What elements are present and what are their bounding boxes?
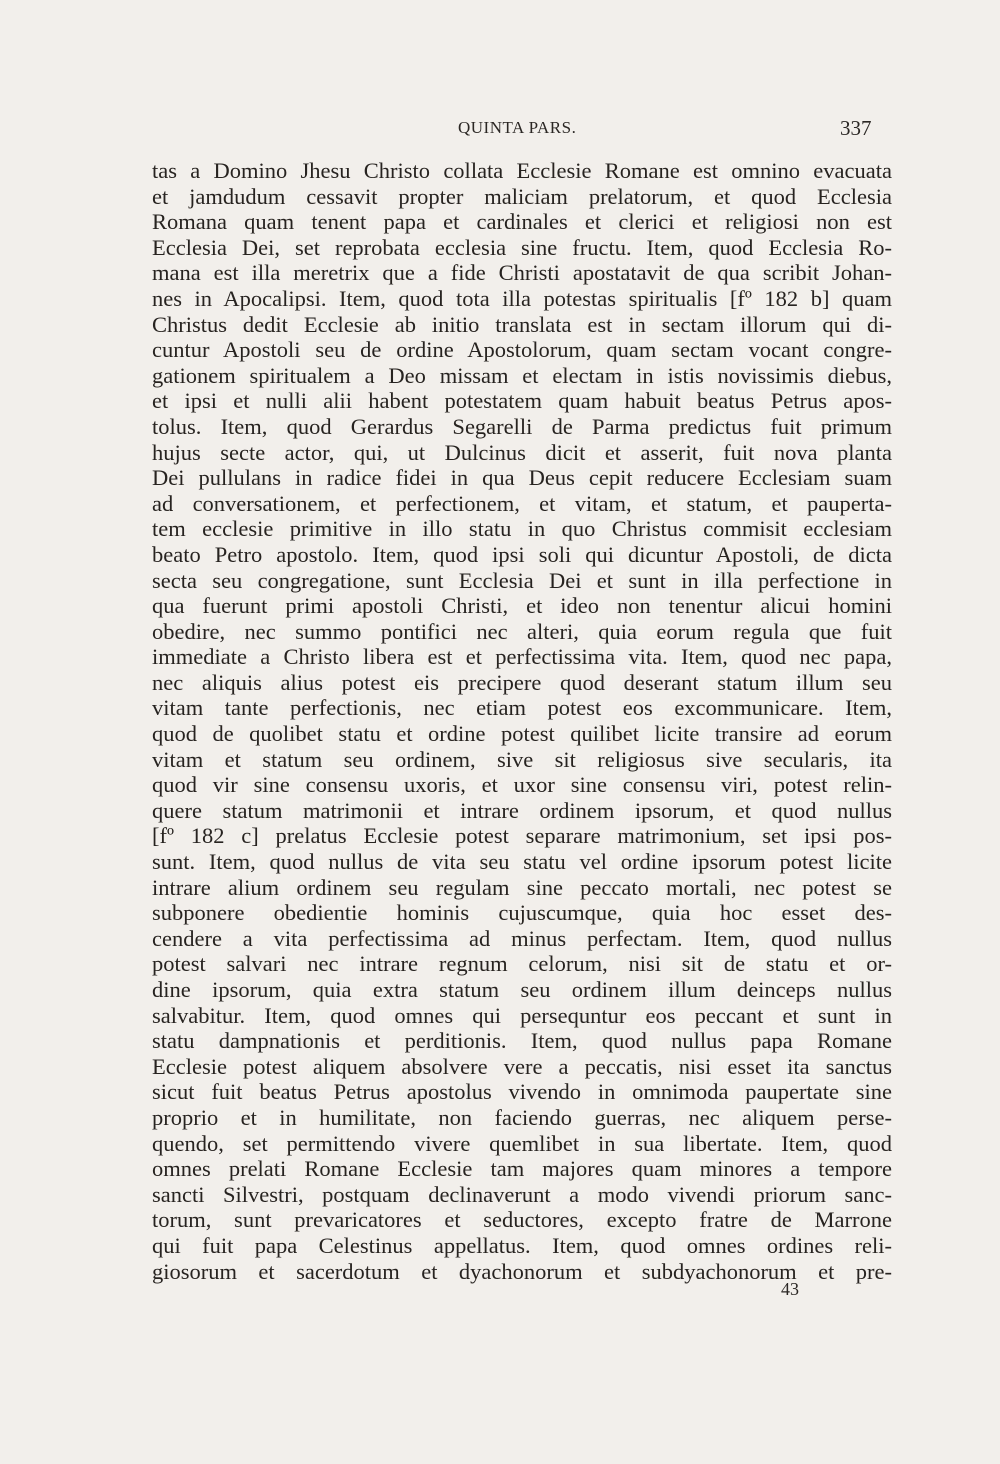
text-line: Dei pullulans in radice fidei in qua Deus cepit reducere Ecclesiam suam	[152, 465, 892, 491]
text-line: quendo, set permittendo vivere quemlibet in sua libertate. Item, quod	[152, 1130, 892, 1156]
text-line: qua fuerunt primi apostoli Christi, et ideo non tenentur alicui homini	[152, 593, 892, 619]
text-line: vitam tante perfectionis, nec etiam potest eos excommunicare. Item,	[152, 695, 892, 721]
text-line: tas a Domino Jhesu Christo collata Ecclesie Romane est omnino evacuata	[152, 158, 892, 183]
text-line: hujus secte actor, qui, ut Dulcinus dicit et asserit, fuit nova planta	[152, 439, 892, 465]
page-number: 337	[840, 116, 872, 140]
text-line: Christus dedit Ecclesie ab initio translata est in sectam illorum qui di-	[152, 311, 892, 337]
text-line: ad conversationem, et perfectionem, et vitam, et statum, et pauperta-	[152, 490, 892, 516]
text-line: Ecclesie potest aliquem absolvere vere a peccatis, nisi esset ita sanctus	[152, 1053, 892, 1079]
text-line: nec aliquis alius potest eis precipere quod deserant statum illum seu	[152, 669, 892, 695]
text-line: obedire, nec summo pontifici nec alteri, quia eorum regula que fuit	[152, 618, 892, 644]
text-line: statu dampnationis et perditionis. Item, quod nullus papa Romane	[152, 1028, 892, 1054]
text-line: tolus. Item, quod Gerardus Segarelli de Parma predictus fuit primum	[152, 413, 892, 439]
text-line: Romana quam tenent papa et cardinales et clerici et religiosi non est	[152, 209, 892, 235]
body-text	[152, 158, 892, 1284]
text-line: mana est illa meretrix que a fide Christi apostatavit de qua scribit Johan-	[152, 260, 892, 286]
text-line: proprio et in humilitate, non faciendo guerras, nec aliquem perse-	[152, 1104, 892, 1130]
signature-mark: 43	[781, 1279, 799, 1299]
text-line: sicut fuit beatus Petrus apostolus vivendo in omnimoda paupertate sine	[152, 1079, 892, 1105]
text-line: beato Petro apostolo. Item, quod ipsi soli qui dicuntur Apostoli, de dicta	[152, 541, 892, 567]
text-line: giosorum et sacerdotum et dyachonorum et subdyachonorum et pre-	[152, 1258, 892, 1284]
text-line: salvabitur. Item, quod omnes qui persequntur eos peccant et sunt in	[152, 1002, 892, 1028]
text-line: omnes prelati Romane Ecclesie tam majores quam minores a tempore	[152, 1156, 892, 1182]
text-line: quod de quolibet statu et ordine potest quilibet licite transire ad eorum	[152, 721, 892, 747]
text-line: immediate a Christo libera est et perfectissima vita. Item, quod nec papa,	[152, 644, 892, 670]
text-line: cendere a vita perfectissima ad minus perfectam. Item, quod nullus	[152, 925, 892, 951]
text-line: qui fuit papa Celestinus appellatus. Item, quod omnes ordines reli-	[152, 1232, 892, 1258]
text-line: gationem spiritualem a Deo missam et electam in istis novissimis diebus,	[152, 362, 892, 388]
text-line: potest salvari nec intrare regnum celorum, nisi sit de statu et or-	[152, 951, 892, 977]
text-line: subponere obedientie hominis cujuscumque, quia hoc esset des-	[152, 900, 892, 926]
text-line: Ecclesia Dei, set reprobata ecclesia sine fructu. Item, quod Ecclesia Ro-	[152, 234, 892, 260]
text-line: cuntur Apostoli seu de ordine Apostolorum, quam sectam vocant congre-	[152, 337, 892, 363]
text-line: quod vir sine consensu uxoris, et uxor sine consensu viri, potest relin-	[152, 772, 892, 798]
text-line: nes in Apocalipsi. Item, quod tota illa potestas spiritualis [fº 182 b] quam	[152, 285, 892, 311]
text-line: vitam et statum seu ordinem, sive sit religiosus sive secularis, ita	[152, 746, 892, 772]
text-line: dine ipsorum, quia extra statum seu ordinem illum deinceps nullus	[152, 977, 892, 1002]
text-line: intrare alium ordinem seu regulam sine peccato mortali, nec potest se	[152, 874, 892, 900]
text-line: sancti Silvestri, postquam declinaverunt a modo vivendi priorum sanc-	[152, 1181, 892, 1207]
text-line: secta seu congregatione, sunt Ecclesia Dei et sunt in illa perfectione in	[152, 567, 892, 593]
text-line: quere statum matrimonii et intrare ordinem ipsorum, et quod nullus	[152, 797, 892, 823]
running-title: QUINTA PARS.	[458, 118, 577, 137]
text-line: torum, sunt prevaricatores et seductores, excepto fratre de Marrone	[152, 1207, 892, 1233]
text-line: sunt. Item, quod nullus de vita seu statu vel ordine ipsorum potest licite	[152, 849, 892, 875]
text-line: et ipsi et nulli alii habent potestatem quam habuit beatus Petrus apos-	[152, 388, 892, 414]
text-line: [fº 182 c] prelatus Ecclesie potest separare matrimonium, set ipsi pos-	[152, 823, 892, 849]
text-line: tem ecclesie primitive in illo statu in quo Christus commisit ecclesiam	[152, 516, 892, 542]
text-line: et jamdudum cessavit propter maliciam prelatorum, et quod Ecclesia	[152, 183, 892, 209]
